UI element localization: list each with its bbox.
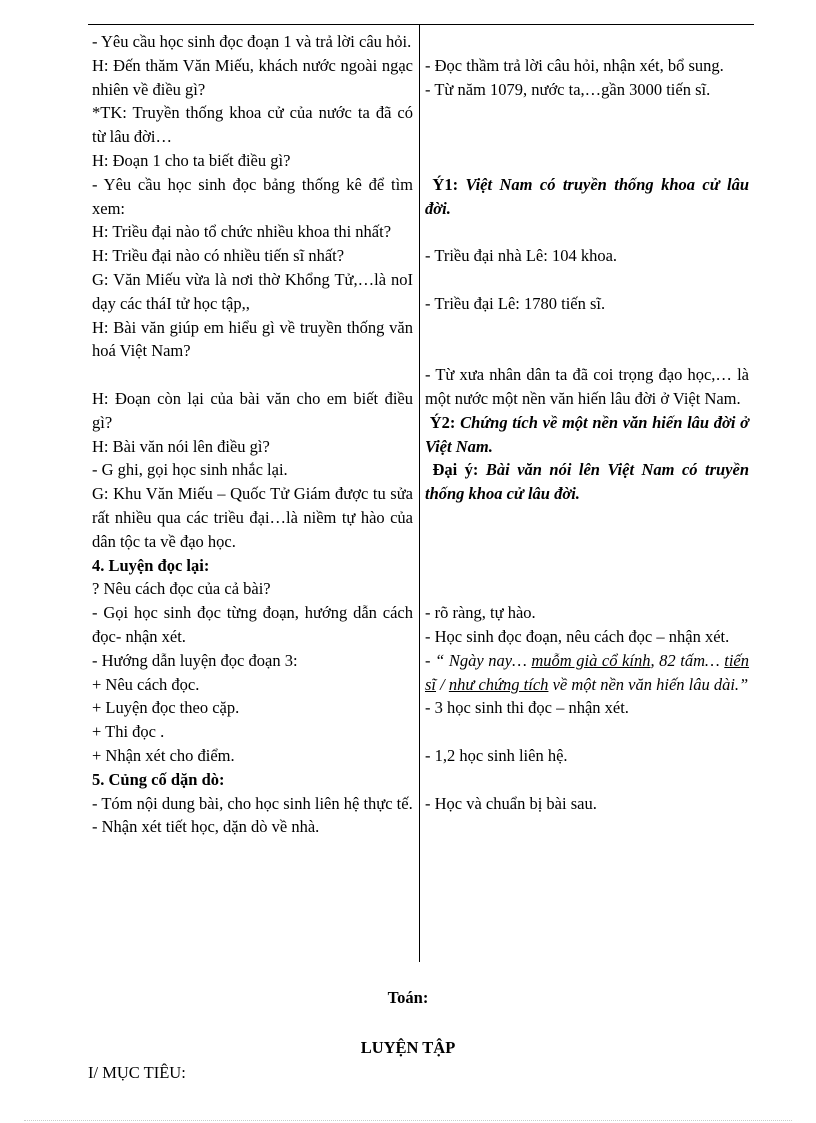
left-line: - Yêu cầu học sinh đọc đoạn 1 và trả lời câu hỏi. bbox=[92, 32, 412, 51]
left-line: + Luyện đọc theo cặp. bbox=[92, 698, 240, 718]
left-line: *TK: Truyền thống khoa cử của nước ta đã có từ lâu đời… bbox=[92, 103, 413, 147]
right-line: - 3 học sinh thi đọc – nhận xét. bbox=[425, 698, 629, 718]
left-line: G: Văn Miếu vừa là nơi thờ Khổng Tử,…là noI dạy các tháI tử học tập,, bbox=[92, 269, 413, 313]
lesson-title: LUYỆN TẬP bbox=[360, 1038, 456, 1057]
main-idea-1: Ý1: Việt Nam có truyền thống khoa cử lâu đời. bbox=[425, 174, 750, 218]
left-line: H: Triều đại nào có nhiều tiến sĩ nhất? bbox=[92, 246, 345, 266]
left-line: + Nêu cách đọc. bbox=[92, 674, 200, 694]
student-activities-column bbox=[425, 30, 749, 815]
right-line: - Học và chuẩn bị bài sau. bbox=[425, 793, 597, 813]
left-line: H: Bài văn nói lên điều gì? bbox=[92, 436, 270, 456]
left-line: - Hướng dẫn luyện đọc đoạn 3: bbox=[92, 650, 298, 670]
left-line: - Gọi học sinh đọc từng đoạn, hướng dẫn cách đọc- nhận xét. bbox=[92, 603, 413, 646]
column-divider bbox=[419, 24, 420, 962]
section-heading: 4. Luyện đọc lại: bbox=[92, 555, 210, 575]
left-line: + Nhận xét cho điểm. bbox=[92, 745, 235, 765]
left-line: ? Nêu cách đọc của cả bài? bbox=[92, 579, 271, 599]
objectives-heading: I/ MỤC TIÊU: bbox=[88, 1063, 186, 1082]
right-line: - Từ xưa nhân dân ta đã coi trọng đạo học,… là một nước một nền văn hiến lâu đời ở Việt Nam. bbox=[425, 365, 749, 408]
right-line: - Từ năm 1079, nước ta,…gần 3000 tiến sĩ. bbox=[425, 79, 711, 99]
left-line: + Thi đọc . bbox=[92, 722, 165, 742]
teacher-activities-column bbox=[92, 30, 413, 839]
general-idea: Đại ý: Bài văn nói lên Việt Nam có truyền thống khoa cử lâu đời. bbox=[425, 460, 750, 504]
left-line: H: Đến thăm Văn Miếu, khách nước ngoài ngạc nhiên về điều gì? bbox=[92, 55, 413, 99]
right-line: - Học sinh đọc đoạn, nêu cách đọc – nhận xét. bbox=[425, 626, 730, 646]
reading-excerpt: - “ Ngày nay… muỗm già cổ kính, 82 tấm… tiến sĩ / như chứng tích về một nền văn hiến lâu dài.” bbox=[425, 650, 750, 694]
left-line: H: Triều đại nào tổ chức nhiều khoa thi nhất? bbox=[92, 222, 392, 242]
left-line: - Nhận xét tiết học, dặn dò về nhà. bbox=[92, 817, 320, 837]
page-bottom-rule bbox=[24, 1120, 792, 1121]
right-line: - Triều đại nhà Lê: 104 khoa. bbox=[425, 246, 618, 266]
left-line: H: Đoạn 1 cho ta biết điều gì? bbox=[92, 150, 291, 170]
right-line: - 1,2 học sinh liên hệ. bbox=[425, 745, 568, 765]
subject-title: Toán: bbox=[387, 988, 429, 1007]
left-line: G: Khu Văn Miếu – Quốc Tử Giám được tu sửa rất nhiều qua các triều đại…là niềm tự hào của dân tộc ta về đạo học. bbox=[92, 484, 413, 551]
section-heading: 5. Củng cố dặn dò: bbox=[92, 769, 225, 789]
left-line: H: Đoạn còn lại của bài văn cho em biết điều gì? bbox=[92, 388, 413, 432]
right-line: - Triều đại Lê: 1780 tiến sĩ. bbox=[425, 293, 606, 313]
left-line: - G ghi, gọi học sinh nhắc lại. bbox=[92, 460, 288, 480]
left-line: - Tóm nội dung bài, cho học sinh liên hệ thực tế. bbox=[92, 793, 413, 813]
main-idea-2: Ý2: Chứng tích về một nền văn hiến lâu đời ở Việt Nam. bbox=[425, 412, 750, 456]
right-line: - Đọc thầm trả lời câu hỏi, nhận xét, bổ sung. bbox=[425, 55, 724, 75]
left-line: H: Bài văn giúp em hiểu gì về truyền thống văn hoá Việt Nam? bbox=[92, 317, 413, 361]
right-line: - rõ ràng, tự hào. bbox=[425, 603, 536, 623]
left-line: - Yêu cầu học sinh đọc bảng thống kê để tìm xem: bbox=[92, 174, 413, 218]
